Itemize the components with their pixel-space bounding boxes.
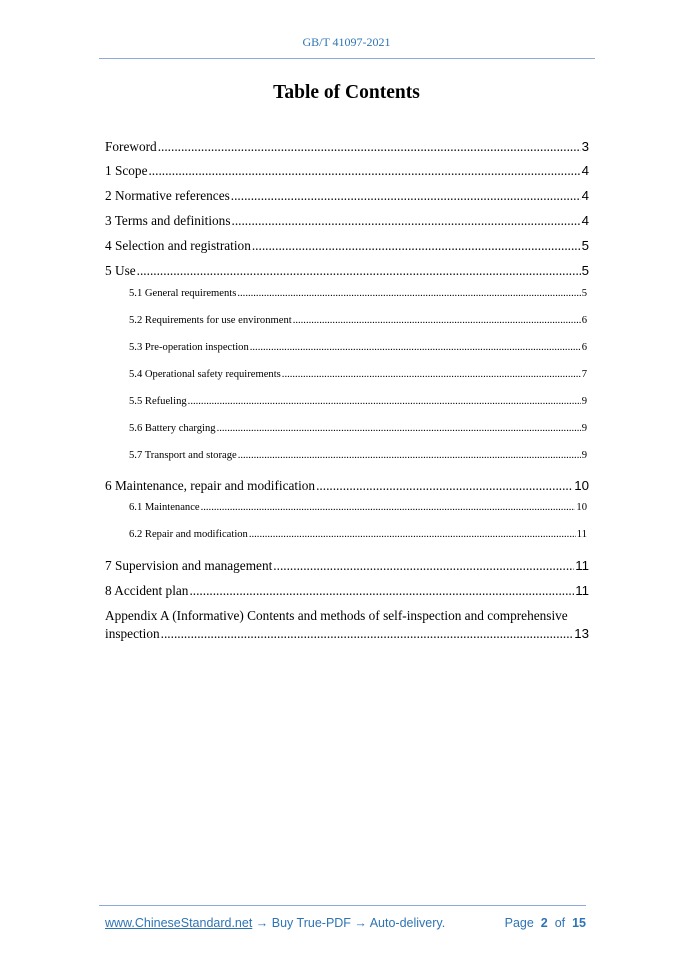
toc-entry-maintenance[interactable] [129,502,587,513]
toc-entry-label: 7 Supervision and management [105,558,273,573]
toc-entry-page: 10 [576,502,587,513]
toc-entry-label: 5 Use [105,263,136,278]
website-link[interactable]: www.ChineseStandard.net [105,916,253,930]
toc-entry-label: 4 Selection and registration [105,238,251,253]
toc-entry-page: 9 [581,396,587,407]
dot-leader [273,558,574,574]
dot-leader [238,450,581,461]
toc-entry-page: 9 [581,423,587,434]
toc-entry-pre-operation-inspection[interactable] [129,342,587,353]
toc-entry-terms-and-definitions[interactable] [105,213,589,229]
toc-entry-label: 1 Scope [105,163,148,178]
toc-entry-general-requirements[interactable] [129,288,587,299]
toc-entry-page: 7 [581,369,587,380]
document-number-header: GB/T 41097-2021 [302,35,391,49]
toc-entry-page: 5 [581,288,587,299]
toc-entry-label: Foreword [105,139,157,154]
toc-entry-transport-and-storage[interactable] [129,450,587,461]
page-title: Table of Contents [273,82,420,103]
toc-entry-label: 6.2 Repair and modification [129,529,248,540]
toc-entry-label: 5.3 Pre-operation inspection [129,342,249,353]
dot-leader [148,163,580,179]
toc-entry-page: 11 [575,583,589,598]
footer-promo-text: → Buy True-PDF → Auto-delivery. [252,916,446,930]
toc-entry-page: 11 [576,529,587,540]
toc-entry-label: 5.6 Battery charging [129,423,216,434]
dot-leader [158,139,581,155]
toc-entry-label: 5.1 General requirements [129,288,237,299]
toc-entry-requirements-for-use-environment[interactable] [129,315,587,326]
toc-entry-page: 13 [574,626,589,641]
toc-entry-label: 6 Maintenance, repair and modification [105,478,316,493]
toc-entry-line2 [105,626,589,642]
dot-leader [250,342,581,353]
toc-entry-operational-safety-requirements[interactable] [129,369,587,380]
toc-entry-page: 4 [581,163,589,178]
footer-promo [105,916,445,930]
dot-leader [189,583,574,599]
toc-entry-normative-references[interactable] [105,188,589,204]
dot-leader [252,238,581,254]
dot-leader [316,478,573,494]
toc-entry-page: 9 [581,450,587,461]
toc-entry-page: 4 [581,213,589,228]
page-of-label: of [554,916,566,930]
toc-entry-label: 5.2 Requirements for use environment [129,315,292,326]
toc-entry-label: 5.7 Transport and storage [129,450,237,461]
toc-entry-battery-charging[interactable] [129,423,587,434]
toc-entry-scope[interactable] [105,163,589,179]
toc-entry-use[interactable] [105,263,589,279]
toc-entry-label: 3 Terms and definitions [105,213,231,228]
toc-entry-page: 4 [581,188,589,203]
toc-entry-label-line1: Appendix A (Informative) Contents and methods of self-inspection and comprehensive [105,608,568,623]
toc-entry-repair-and-modification[interactable] [129,529,587,540]
dot-leader [249,529,576,540]
toc-entry-label-line2: inspection [105,626,160,641]
dot-leader [137,263,581,279]
toc-entry-selection-and-registration[interactable] [105,238,589,254]
toc-entry-label: 6.1 Maintenance [129,502,200,513]
dot-leader [161,626,574,642]
footer-divider [99,905,586,906]
page-label: Page [504,916,534,930]
dot-leader [237,288,580,299]
current-page: 2 [540,916,548,930]
toc-entry-accident-plan[interactable] [105,583,589,599]
toc-entry-page: 6 [581,315,587,326]
toc-entry-page: 6 [581,342,587,353]
toc-entry-refueling[interactable] [129,396,587,407]
toc-entry-page: 5 [581,263,589,278]
toc-entry-maintenance-repair-modification[interactable] [105,478,589,494]
toc-entry-page: 3 [581,139,589,154]
toc-entry-label: 5.4 Operational safety requirements [129,369,281,380]
toc-entry-label: 8 Accident plan [105,583,189,598]
header-divider [99,58,595,59]
toc-entry-page: 10 [574,478,589,493]
dot-leader [188,396,581,407]
dot-leader [231,188,581,204]
dot-leader [282,369,581,380]
dot-leader [201,502,576,513]
toc-entry-appendix-a[interactable] [105,608,589,642]
dot-leader [293,315,581,326]
toc-entry-page: 11 [575,558,589,573]
total-pages: 15 [572,916,586,930]
dot-leader [232,213,581,229]
toc-entry-label: 2 Normative references [105,188,230,203]
toc-entry-page: 5 [581,238,589,253]
toc-entry-supervision-and-management[interactable] [105,558,589,574]
dot-leader [217,423,581,434]
page-number [505,916,586,930]
toc-entry-label: 5.5 Refueling [129,396,187,407]
toc-entry-foreword[interactable] [105,139,589,155]
